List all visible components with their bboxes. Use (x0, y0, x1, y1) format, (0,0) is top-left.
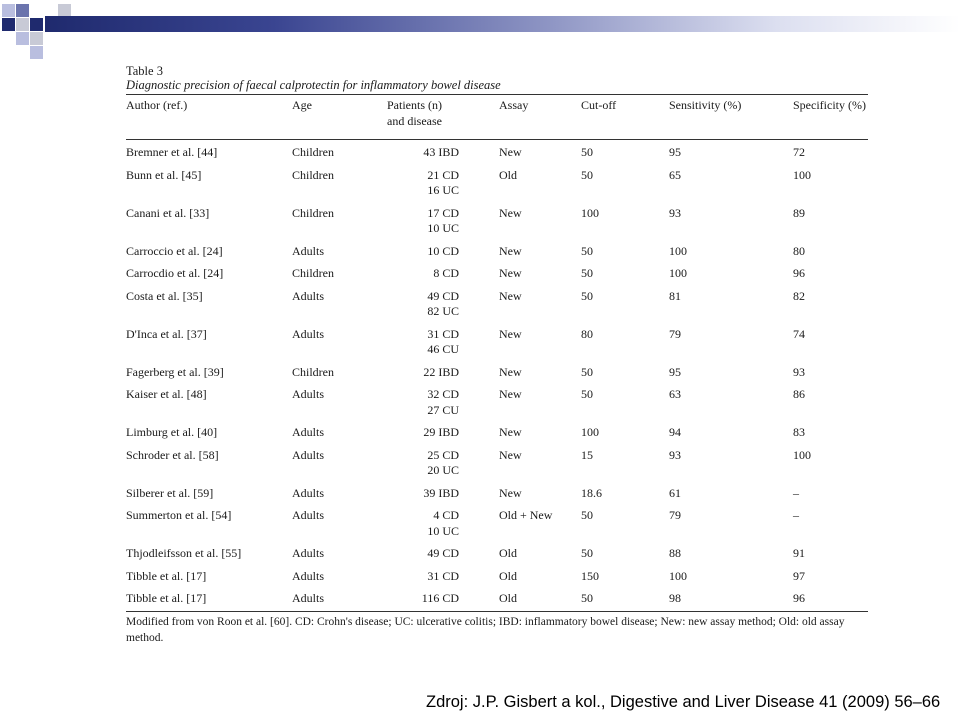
cell-sensitivity: 65 (669, 167, 681, 182)
cell-sensitivity: 81 (669, 288, 681, 303)
patients-line: 21 CD (427, 167, 459, 182)
table-row (126, 505, 868, 543)
cell-cutoff: 50 (581, 546, 593, 560)
patients-line: 43 IBD (423, 145, 459, 159)
cell-patients (387, 263, 499, 286)
table-row (126, 362, 868, 385)
cell-assay: New (499, 288, 522, 303)
cell-cutoff: 50 (581, 364, 593, 379)
cell-assay: New (499, 425, 522, 439)
cell-patients (387, 566, 499, 589)
cell-cutoff: 50 (581, 387, 593, 401)
table-header (126, 95, 868, 140)
patients-line: 31 CD (427, 568, 459, 583)
patients-line: 20 UC (427, 463, 459, 477)
cell-author: Canani et al. [33] (126, 205, 210, 220)
cell-assay: Old (499, 167, 517, 182)
table-row (126, 566, 868, 589)
square-6 (30, 18, 43, 31)
patients-line: 10 CD (427, 243, 459, 258)
patients-line: 49 CD (427, 546, 459, 560)
cell-age: Children (292, 205, 334, 220)
cell-age: Children (292, 145, 334, 159)
patients-line: 10 UC (427, 221, 459, 235)
cell-author: Thjodleifsson et al. [55] (126, 546, 242, 560)
cell-sensitivity: 98 (669, 591, 681, 605)
patients-line: 46 CU (427, 342, 459, 356)
table-body (126, 140, 868, 611)
cell-patients (387, 165, 499, 203)
patients-line: 82 UC (427, 304, 459, 318)
cell-sensitivity: 100 (669, 266, 687, 280)
cell-cutoff: 100 (581, 205, 599, 220)
table-figure (126, 64, 868, 646)
cell-cutoff: 50 (581, 167, 593, 182)
table-row (126, 324, 868, 362)
cell-age: Adults (292, 591, 325, 605)
cell-sensitivity: 61 (669, 485, 681, 500)
cell-patients (387, 483, 499, 506)
source-citation: Zdroj: J.P. Gisbert a kol., Digestive and Liver Disease 41 (2009) 56–66 (426, 693, 941, 711)
cell-author: D'Inca et al. [37] (126, 326, 207, 341)
header-patients-line2: and disease (387, 113, 442, 128)
cell-patients (387, 324, 499, 362)
patients-line: 17 CD (427, 205, 459, 220)
cell-specificity: 74 (793, 326, 805, 341)
table-footnote: Modified from von Roon et al. [60]. CD: Crohn's disease; UC: ulcerative colitis; IBD: inflammatory bowel disease; New: new assay method; Old: old assay method. (126, 615, 845, 644)
patients-line: 39 IBD (423, 485, 459, 500)
cell-specificity: 82 (793, 288, 805, 303)
patients-line: 10 UC (427, 523, 459, 538)
cell-assay: New (499, 387, 522, 401)
cell-specificity: 91 (793, 546, 805, 560)
patients-line: 31 CD (427, 326, 459, 341)
table-row (126, 241, 868, 264)
table-row (126, 140, 868, 165)
cell-author: Carroccio et al. [24] (126, 243, 223, 258)
cell-patients (387, 445, 499, 483)
square-2 (16, 4, 29, 17)
header-age: Age (292, 95, 387, 140)
patients-line: 4 CD (433, 508, 459, 522)
cell-sensitivity: 94 (669, 425, 681, 439)
table-row (126, 263, 868, 286)
cell-age: Children (292, 167, 334, 182)
cell-author: Costa et al. [35] (126, 288, 203, 303)
cell-patients (387, 505, 499, 543)
cell-author: Bunn et al. [45] (126, 167, 202, 182)
square-7 (16, 32, 29, 45)
header-assay: Assay (499, 95, 581, 140)
cell-age: Children (292, 266, 334, 280)
cell-sensitivity: 93 (669, 205, 681, 220)
cell-cutoff: 50 (581, 508, 593, 522)
cell-assay: New (499, 326, 522, 341)
table-row (126, 422, 868, 445)
patients-line: 8 CD (433, 266, 459, 280)
table-row (126, 286, 868, 324)
square-1 (2, 4, 15, 17)
slide-header-decoration (0, 0, 960, 62)
patients-line: 116 CD (421, 591, 459, 605)
patients-line: 49 CD (427, 288, 459, 303)
cell-assay: Old (499, 568, 517, 583)
cell-specificity: 93 (793, 364, 805, 379)
cell-cutoff: 50 (581, 266, 593, 280)
header-patients-line1: Patients (n) (387, 98, 442, 112)
header-author: Author (ref.) (126, 95, 292, 140)
patients-line: 32 CD (427, 387, 459, 401)
cell-specificity: – (793, 508, 799, 522)
cell-specificity: 96 (793, 266, 805, 280)
cell-assay: New (499, 205, 522, 220)
square-8 (30, 32, 43, 45)
cell-age: Adults (292, 447, 325, 462)
patients-line: 22 IBD (423, 364, 459, 379)
cell-specificity: 97 (793, 568, 805, 583)
cell-specificity: 96 (793, 591, 805, 605)
square-10 (30, 46, 43, 59)
cell-assay: New (499, 266, 522, 280)
cell-author: Fagerberg et al. [39] (126, 364, 224, 379)
cell-cutoff: 50 (581, 243, 593, 258)
table-row (126, 445, 868, 483)
table-row (126, 165, 868, 203)
cell-age: Adults (292, 387, 325, 401)
cell-cutoff: 80 (581, 326, 593, 341)
cell-assay: New (499, 145, 522, 159)
cell-age: Adults (292, 425, 325, 439)
cell-specificity: 100 (793, 167, 811, 182)
cell-sensitivity: 93 (669, 447, 681, 462)
cell-patients (387, 286, 499, 324)
cell-author: Carrocdio et al. [24] (126, 266, 224, 280)
cell-author: Kaiser et al. [48] (126, 387, 207, 401)
cell-specificity: 100 (793, 447, 811, 462)
cell-patients (387, 543, 499, 566)
cell-assay: New (499, 447, 522, 462)
cell-specificity: 86 (793, 387, 805, 401)
cell-assay: Old (499, 546, 517, 560)
table-row (126, 203, 868, 241)
patients-line: 29 IBD (423, 425, 459, 439)
cell-author: Summerton et al. [54] (126, 508, 232, 522)
cell-author: Silberer et al. [59] (126, 485, 214, 500)
cell-assay: Old (499, 591, 517, 605)
square-5 (16, 18, 29, 31)
cell-age: Adults (292, 546, 325, 560)
cell-cutoff: 100 (581, 425, 599, 439)
cell-specificity: 89 (793, 205, 805, 220)
cell-age: Children (292, 364, 334, 379)
cell-specificity: 72 (793, 145, 805, 159)
calprotectin-table (126, 95, 868, 611)
table-row (126, 483, 868, 506)
cell-sensitivity: 95 (669, 364, 681, 379)
cell-sensitivity: 79 (669, 508, 681, 522)
header-specificity: Specificity (%) (793, 95, 868, 140)
cell-sensitivity: 95 (669, 145, 681, 159)
table-row (126, 384, 868, 422)
header-sensitivity: Sensitivity (%) (669, 95, 793, 140)
cell-assay: New (499, 485, 522, 500)
patients-line: 27 CU (427, 402, 459, 417)
patients-line: 16 UC (427, 183, 459, 197)
cell-patients (387, 203, 499, 241)
cell-age: Adults (292, 508, 325, 522)
cell-specificity: 80 (793, 243, 805, 258)
cell-patients (387, 362, 499, 385)
cell-cutoff: 50 (581, 288, 593, 303)
cell-author: Schroder et al. [58] (126, 447, 219, 462)
cell-sensitivity: 63 (669, 387, 681, 401)
cell-sensitivity: 79 (669, 326, 681, 341)
cell-sensitivity: 100 (669, 243, 687, 258)
cell-age: Adults (292, 326, 325, 341)
cell-sensitivity: 100 (669, 568, 687, 583)
table-row (126, 543, 868, 566)
header-patients (387, 95, 499, 140)
cell-age: Adults (292, 568, 325, 583)
cell-patients (387, 384, 499, 422)
cell-patients (387, 588, 499, 611)
cell-author: Bremner et al. [44] (126, 145, 218, 159)
table-row (126, 588, 868, 611)
cell-age: Adults (292, 243, 325, 258)
square-3 (30, 4, 43, 17)
cell-age: Adults (292, 288, 325, 303)
cell-patients (387, 140, 499, 165)
cell-specificity: 83 (793, 425, 805, 439)
cell-assay: New (499, 243, 522, 258)
cell-author: Tibble et al. [17] (126, 591, 207, 605)
cell-patients (387, 422, 499, 445)
cell-author: Limburg et al. [40] (126, 425, 218, 439)
patients-line: 25 CD (427, 447, 459, 462)
cell-cutoff: 15 (581, 447, 593, 462)
cell-specificity: – (793, 485, 799, 500)
header-cutoff: Cut-off (581, 95, 669, 140)
header-gradient-bar (45, 16, 960, 32)
cell-assay: New (499, 364, 522, 379)
cell-age: Adults (292, 485, 325, 500)
cell-cutoff: 150 (581, 568, 599, 583)
cell-author: Tibble et al. [17] (126, 568, 207, 583)
cell-cutoff: 18.6 (581, 485, 602, 500)
cell-cutoff: 50 (581, 591, 593, 605)
table-number: Table 3 (126, 64, 163, 78)
cell-assay: Old + New (499, 508, 553, 522)
cell-patients (387, 241, 499, 264)
square-4 (2, 18, 15, 31)
cell-cutoff: 50 (581, 145, 593, 159)
cell-sensitivity: 88 (669, 546, 681, 560)
table-caption: Diagnostic precision of faecal calprotectin for inflammatory bowel disease (126, 78, 501, 92)
